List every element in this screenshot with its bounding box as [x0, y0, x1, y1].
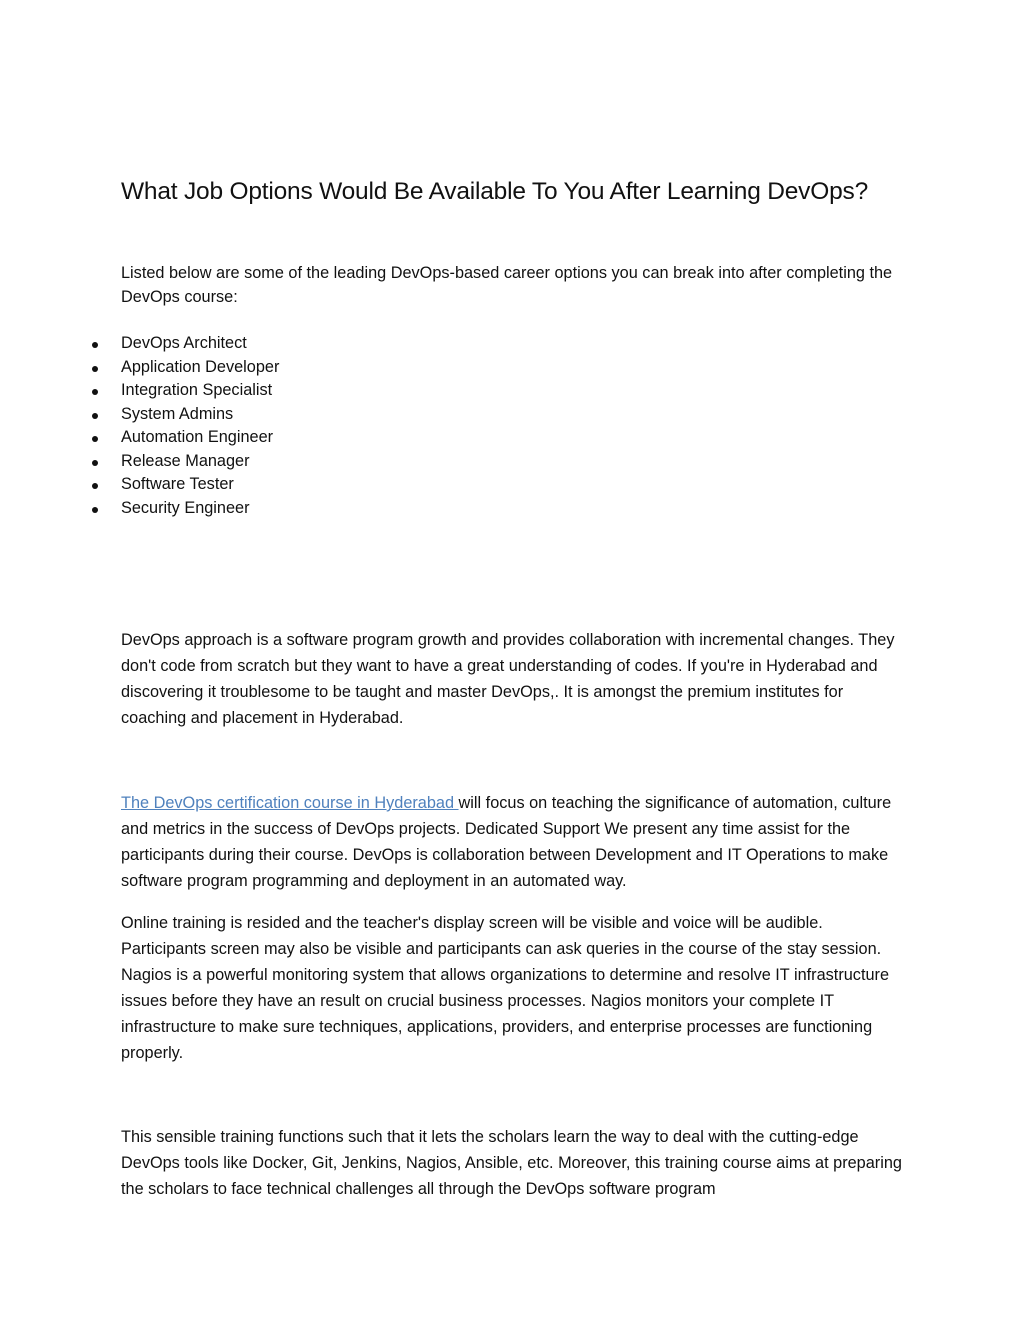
list-item — [121, 426, 279, 450]
job-options-list — [121, 332, 279, 520]
list-item-label: Software Tester — [121, 475, 234, 493]
bullet-icon — [92, 413, 98, 419]
devops-approach-paragraph: DevOps approach is a software program growth and provides collaboration with incremental changes. They don't code from scratch but they want to have a great understanding of codes. If you're in Hyderabad and discovering it troublesome to be taught and master DevOps,. It is amongst the premium institutes for coaching and placement in Hyderabad. — [121, 631, 895, 727]
certification-paragraph — [121, 790, 911, 894]
list-item — [121, 473, 279, 497]
list-item-label: Release Manager — [121, 451, 250, 470]
list-item — [121, 497, 279, 521]
bullet-icon — [92, 483, 98, 489]
certification-course-link[interactable]: The DevOps certification course in Hyderabad — [121, 794, 459, 812]
list-item-label: System Admins — [121, 404, 234, 423]
bullet-icon — [92, 342, 98, 348]
bullet-icon — [92, 436, 98, 442]
bullet-icon — [92, 389, 98, 395]
list-item-label: Automation Engineer — [121, 428, 274, 446]
intro-paragraph: Listed below are some of the leading DevOps-based career options you can break into after completing the DevOps course: — [121, 264, 893, 306]
list-item-label: DevOps Architect — [121, 334, 247, 352]
list-item — [121, 450, 279, 474]
bullet-icon — [92, 507, 98, 513]
online-training-paragraph: Online training is resided and the teacher's display screen will be visible and voice will be audible. Participants screen may also be visible and participants can ask queries in the course of the stay session. Nagios is a powerful monitoring system that allows organizations to determine and resolve IT infrastructure issues before they have an result on crucial business processes. Nagios monitors your complete IT infrastructure to make sure techniques, applications, providers, and enterprise processes are functioning properly. — [121, 914, 889, 1062]
list-item — [121, 332, 279, 356]
bullet-icon — [92, 460, 98, 466]
page-title: What Job Options Would Be Available To You After Learning DevOps? — [121, 178, 868, 205]
list-item-label: Integration Specialist — [121, 381, 273, 399]
certification-paragraph-text: will focus on teaching the significance of automation, culture and metrics in the success of DevOps projects. Dedicated Support We present any time assist for the participants during their course. DevOps is collaboration between Development and IT Operations to make software program programming and deployment in an automated way. — [121, 794, 892, 890]
list-item — [121, 356, 279, 380]
training-functions-paragraph: This sensible training functions such that it lets the scholars learn the way to deal with the cutting-edge DevOps tools like Docker, Git, Jenkins, Nagios, Ansible, etc. Moreover, this training course aims at preparing the scholars to face technical challenges all through the DevOps software program — [121, 1128, 902, 1198]
bullet-icon — [92, 366, 98, 372]
list-item-label: Application Developer — [121, 357, 280, 376]
list-item — [121, 403, 279, 427]
list-item — [121, 379, 279, 403]
list-item-label: Security Engineer — [121, 498, 250, 517]
